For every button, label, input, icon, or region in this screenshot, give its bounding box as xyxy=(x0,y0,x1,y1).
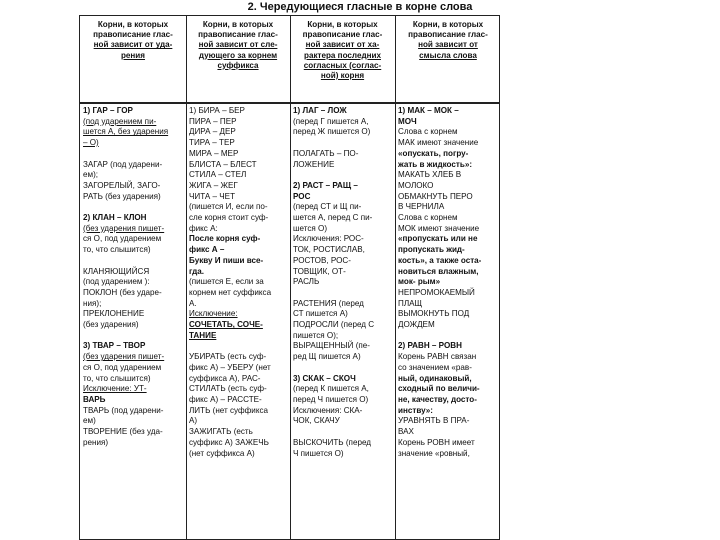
header-cell-meaning: Корни, в которых правописание глас- ной зависит от смысла слова xyxy=(408,20,488,60)
rules-table xyxy=(79,15,500,540)
header-cell-stress: Корни, в которых правописание глас- ной зависит от уда- рения xyxy=(93,20,173,60)
column-consonants: 1) ЛАГ – ЛОЖ (перед Г пишется А, перед Ж пишется О) ПОЛАГАТЬ – ПО- ЛОЖЕНИЕ 2) РАСТ – РАЩ – РОС (перед СТ и Щ пи- шется А, перед С пи- шется О) Исключения: РОС- ТОК, РОСТИСЛАВ, РОСТОВ, РОС- ТОВЩИК, ОТ- РАСЛЬ РАСТЕНИЯ (перед СТ пишется А) ПОДРОСЛИ (перед С пишется О); ВЫРАЩЕННЫЙ (пе- ред Щ пишется А) 3) СКАК – СКОЧ (перед К пишется А, перед Ч пишется О) Исключения: СКА- ЧОК, СКАЧУ ВЫСКОЧИТЬ (перед Ч пишется О) xyxy=(293,106,375,458)
document-title: 2. Чередующиеся гласные в корне слова xyxy=(247,1,473,13)
column-meaning: 1) МАК – МОК – МОЧ Слова с корнем МАК имеют значение «опускать, погру- жать в жидкость»: МАКАТЬ ХЛЕБ В МОЛОКО ОБМАКНУТЬ ПЕРО В ЧЕРНИЛА Слова с корнем МОК имеют значение «пропускать или не пропускать жид- кость», а также оста- новиться влажным, мок- рым» НЕПРОМОКАЕМЫЙ ПЛАЩ ВЫМОКНУТЬ ПОД ДОЖДЕМ 2) РАВН – РОВН Корень РАВН связан со значением «рав- ный, одинаковый, сходный по величи- не, качеству, досто- инству»: УРАВНЯТЬ В ПРА- ВАХ Корень РОВН имеет значение «ровный, xyxy=(398,106,482,458)
header-cell-consonants: Корни, в которых правописание глас- ной зависит от ха- рактера последних согласных (соглас- ной) корня xyxy=(302,20,383,81)
column-suffix: 1) БИРА – БЕР ПИРА – ПЕР ДИРА – ДЕР ТИРА – ТЕР МИРА – МЕР БЛИСТА – БЛЕСТ СТИЛА – СТЕЛ ЖИГА – ЖЕГ ЧИТА – ЧЕТ (пишется И, если по- сле корня стоит суф- фикс А: После корня суф- фикс А – Букву И пиши все- гда. (пишется Е, если за корнем нет суффикса А. Исключение: СОЧЕТАТЬ, СОЧЕ- ТАНИЕ УБИРАТЬ (есть суф- фикс А) – УБЕРУ (нет суффикса А), РАС- СТИЛАТЬ (есть суф- фикс А) – РАССТЕ- ЛИТЬ (нет суффикса А) ЗАЖИГАТЬ (есть суффикс А) ЗАЖЕЧЬ (нет суффикса А) xyxy=(189,106,272,458)
column-stress: 1) ГАР – ГОР (под ударением пи- шется А, без ударения – О) ЗАГАР (под ударени- ем); ЗАГОРЕЛЫЙ, ЗАГО- РАТЬ (без ударения) 2) КЛАН – КЛОН (без ударения пишет- ся О, под ударением то, что слышится) КЛАНЯЮЩИЙСЯ (под ударением ): ПОКЛОН (без ударе- ния); ПРЕКЛОНЕНИЕ (без ударения) 3) ТВАР – ТВОР (без ударения пишет- ся О, под ударением то, что слышится) Исключение: УТ- ВАРЬ ТВАРЬ (под ударени- ем) ТВОРЕНИЕ (без уда- рения) xyxy=(83,106,169,447)
header-divider xyxy=(80,102,499,104)
header-cell-suffix: Корни, в которых правописание глас- ной зависит от сле- дующего за корнем суффикса xyxy=(198,20,278,70)
